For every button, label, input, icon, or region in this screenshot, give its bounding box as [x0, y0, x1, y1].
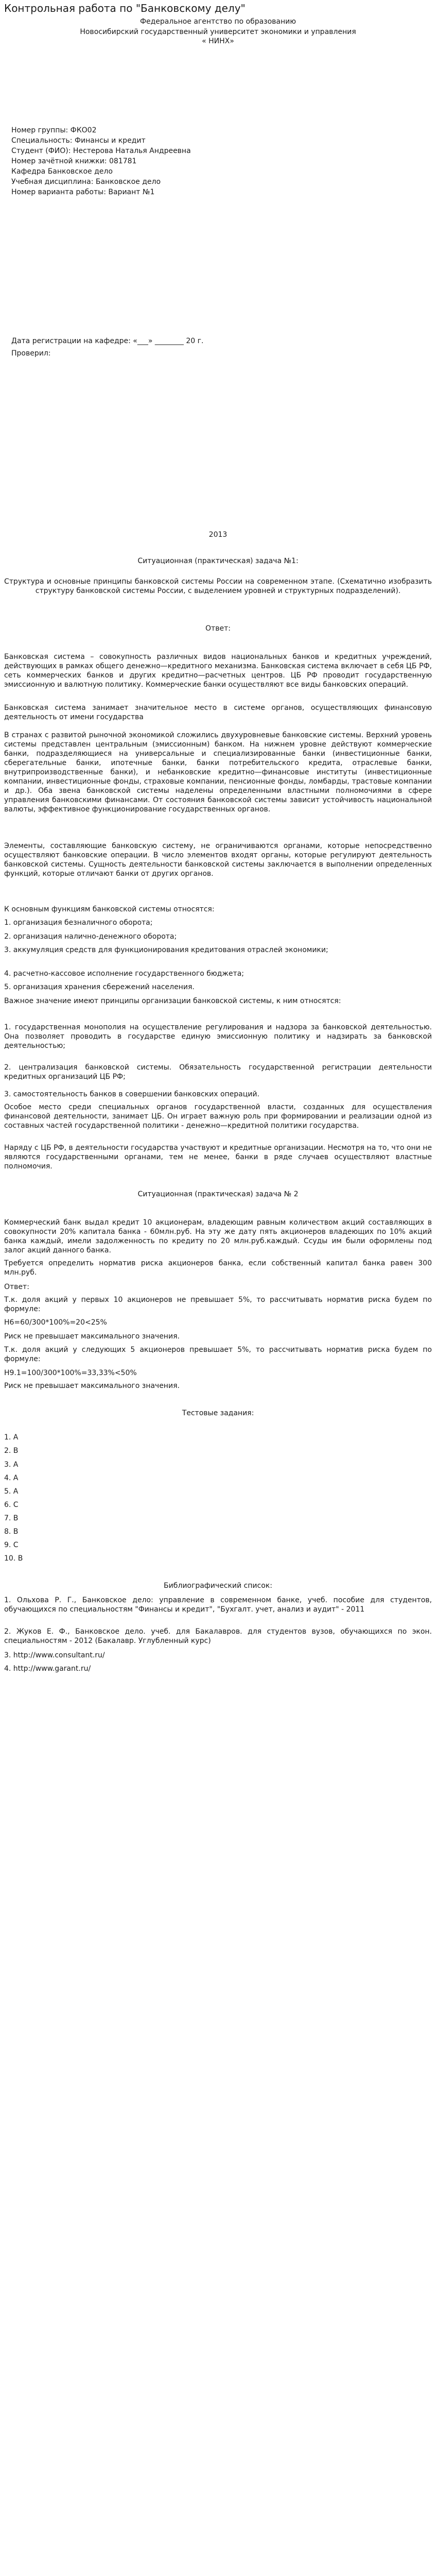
field-department: Кафедра Банковское дело — [11, 167, 113, 176]
principle-item-1: 1. государственная монополия на осуществление регулирования и надзора за банковской деятельностью. Она позволяет проводить в государстве единую эмиссионную политику и надзирать за банковской деятельностью; — [4, 1023, 432, 1050]
task2-conclusion-2: Риск не превышает максимального значения. — [4, 1382, 180, 1390]
agency-line: Федеральное агентство по образованию — [139, 18, 297, 26]
field-record-book: Номер зачётной книжки: 081781 — [11, 157, 137, 165]
task2-formula-1: Н6=60/300*100%=20<25% — [4, 1318, 107, 1327]
functions-heading: К основным функциям банковской системы относятся: — [4, 905, 215, 913]
task1-paragraph-5: Особое место среди специальных органов государственной власти, созданных для осуществления финансовой деятельности, занимает ЦБ. Он играет важную роль при формировании и реализации одной из составных частей государственной политики - денежно—кредитной политики государства. — [4, 1103, 432, 1130]
test-answer-10: 10. В — [4, 1554, 23, 1563]
test-answer-6: 6. С — [4, 1501, 19, 1509]
test-answer-7: 7. В — [4, 1514, 19, 1522]
task1-title: Ситуационная (практическая) задача №1: — [137, 557, 299, 565]
checked-by: Проверил: — [11, 349, 51, 358]
principles-heading: Важное значение имеют принципы организации банковской системы, к ним относятся: — [4, 997, 341, 1005]
task2-requirement: Требуется определить норматив риска акционеров банка, если собственный капитал банка равен 300 млн.руб. — [4, 1259, 432, 1277]
task2-formula-2: Н9.1=100/300*100%=33,33%<50% — [4, 1369, 137, 1377]
registration-date: Дата регистрации на кафедре: «___» ________ 20 г. — [11, 337, 204, 345]
bibliography-item-2: 2. Жуков Е. Ф., Банковское дело. учеб. для Бакалавров. для студентов вузов, обучающихся по экон. специальностям - 2012 (Бакалавр. Углубленный курс) — [4, 1628, 432, 1645]
test-answer-4: 4. А — [4, 1474, 19, 1482]
function-item-5: 5. организация хранения сбережений населения. — [4, 983, 195, 991]
task1-answer-label: Ответ: — [205, 624, 231, 633]
university-line: Новосибирский государственный университет экономики и управления — [80, 28, 356, 36]
field-discipline: Учебная дисциплина: Банковское дело — [11, 178, 161, 186]
task1-paragraph-2: Банковская система занимает значительное место в системе органов, осуществляющих финансовую деятельность от имени государства — [4, 704, 432, 721]
task1-paragraph-6: Наряду с ЦБ РФ, в деятельности государства участвуют и кредитные организации. Несмотря на то, что они не являются государственными органами, тем не менее, банки в ряде случаев осуществляют властные полномочия. — [4, 1144, 432, 1171]
bibliography-title: Библиографический список: — [164, 1582, 272, 1590]
bibliography-item-3[interactable]: 3. http://www.consultant.ru/ — [4, 1651, 105, 1659]
principle-item-3: 3. самостоятельность банков в совершении банковских операций. — [4, 1090, 259, 1098]
task2-problem: Коммерческий банк выдал кредит 10 акционерам, владеющим равным количеством акций составляющих в совокупности 20% капитала банка - 60млн.руб. На эту же дату пять акционеров владеющих по 10% акций банка каждый, имели задолженность по кредиту по 20 млн.руб.каждый. Ссуды им были оформлены под залог акций данного банка. — [4, 1218, 432, 1255]
task1-paragraph-3: В странах с развитой рыночной экономикой сложились двухуровневые банковские системы. Верхний уровень системы представлен центральным (эмиссионным) банком. На нижнем уровне действуют коммерческие банки, подразделяющиеся на универсальные и специализированные банки (инвестиционные банки, сберегательные банки, ипотечные банки, банки потребительского кредита, отраслевые банки, внутрипроизводственные банки), и небанковские кредитно—финансовые институты (инвестиционные компании, инвестиционные фонды, страховые компании, пенсионные фонды, ломбарды, трастовые компании и др.). Оба звена банковской системы наделены определенными властными полномочиями в сфере управления банковскими финансами. От состояния банковской системы зависит устойчивость национальной валюты, эффективное функционирование государственных органов. — [4, 731, 432, 814]
bibliography-item-4[interactable]: 4. http://www.garant.ru/ — [4, 1665, 91, 1673]
task2-answer-label: Ответ: — [4, 1283, 29, 1291]
test-answer-1: 1. А — [4, 1433, 19, 1442]
test-answer-5: 5. А — [4, 1487, 19, 1496]
function-item-1: 1. организация безналичного оборота; — [4, 919, 153, 927]
tests-title: Тестовые задания: — [182, 1409, 254, 1417]
task1-paragraph-1: Банковская система – совокупность различных видов национальных банков и кредитных учреждений, действующих в рамках общего денежно—кредитного механизма. Банковская система включает в себя ЦБ РФ, сеть коммерческих банков и других кредитно—расчетных центров. ЦБ РФ проводит государственную эмиссионную и валютную политику. Коммерческие банки осуществляют все виды банковских операций. — [4, 653, 432, 689]
university-abbr: « НИНХ» — [202, 37, 234, 45]
field-specialty: Специальность: Финансы и кредит — [11, 137, 146, 145]
function-item-3: 3. аккумуляция средств для функционирования кредитования отраслей экономики; — [4, 946, 328, 954]
field-group: Номер группы: ФКО02 — [11, 126, 97, 134]
task2-calc-2: Т.к. доля акций у следующих 5 акционеров превышает 5%, то рассчитывать норматив риска будем по формуле: — [4, 1346, 432, 1363]
task2-conclusion-1: Риск не превышает максимального значения. — [4, 1332, 180, 1341]
test-answer-3: 3. А — [4, 1461, 19, 1469]
function-item-2: 2. организация налично-денежного оборота; — [4, 933, 177, 941]
function-item-4: 4. расчетно-кассовое исполнение государственного бюджета; — [4, 970, 244, 978]
bibliography-item-1: 1. Ольхова Р. Г., Банковское дело: управление в современном банке, учеб. пособие для студентов, обучающихся по специальностям "Финансы и кредит", "Бухгалт. учет, анализ и аудит" - 2011 — [4, 1596, 432, 1614]
field-variant: Номер варианта работы: Вариант №1 — [11, 188, 155, 196]
test-answer-9: 9. С — [4, 1541, 19, 1549]
task1-paragraph-4: Элементы, составляющие банковскую систему, не ограничиваются органами, которые непосредственно осуществляют банковские операции. В число элементов входят органы, которые регулируют деятельность банковской системы. Сущность деятельности банковской системы заключается в выполнении определенных функций, которые отличают банки от других органов. — [4, 842, 432, 878]
principle-item-2: 2. централизация банковской системы. Обязательность государственной регистрации деятельности кредитных организаций ЦБ РФ; — [4, 1063, 432, 1081]
task2-title: Ситуационная (практическая) задача № 2 — [137, 1190, 299, 1198]
test-answer-2: 2. В — [4, 1447, 19, 1455]
task2-calc-1: Т.к. доля акций у первых 10 акционеров не превышает 5%, то рассчитывать норматив риска будем по формуле: — [4, 1296, 432, 1313]
test-answer-8: 8. В — [4, 1528, 19, 1536]
year: 2013 — [208, 531, 228, 539]
document-title: Контрольная работа по "Банковскому делу" — [4, 2, 246, 14]
field-student: Студент (ФИО): Нестерова Наталья Андреевна — [11, 147, 191, 155]
task1-question: Структура и основные принципы банковской системы России на современном этапе. (Схематично изобразить структуру банковской системы России, с выделением уровней и структурных подразделений). — [4, 578, 432, 595]
